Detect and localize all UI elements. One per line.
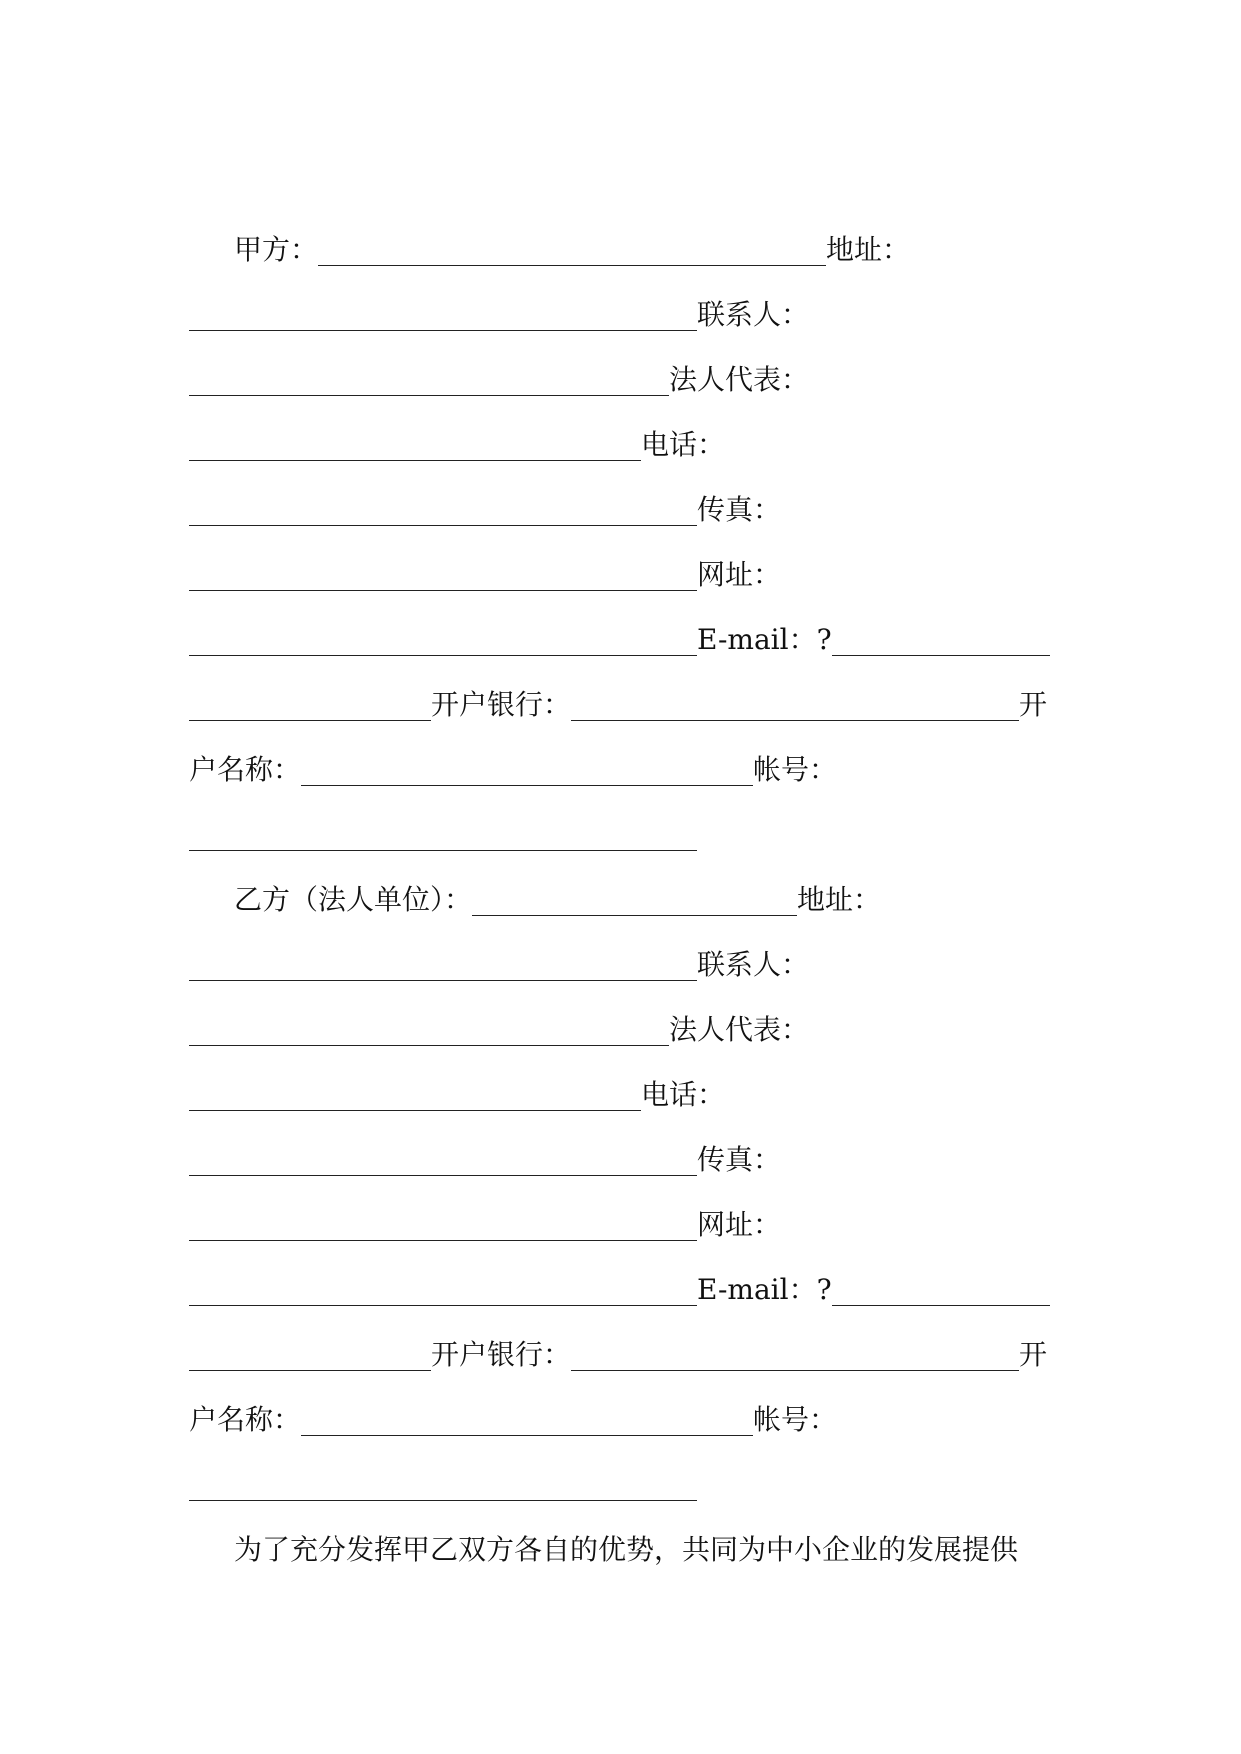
party-a-bank-label: 开户银行： — [431, 688, 572, 721]
party-a-name-label: 甲方： — [234, 233, 319, 266]
party-a-fax-label: 传真： — [697, 493, 782, 526]
party-b-address-blank — [189, 954, 697, 981]
party-a-account-name-label-part1: 开 — [1019, 688, 1048, 721]
party-b-contact-blank — [189, 1019, 669, 1046]
party-a-address-blank — [189, 304, 697, 331]
party-b-website-blank — [189, 1279, 697, 1306]
party-a-name-blank — [318, 239, 826, 266]
party-b-phone-blank — [189, 1149, 697, 1176]
party-b-bank-label: 开户银行： — [431, 1338, 572, 1371]
party-b-name-blank — [472, 889, 797, 916]
party-b-website-label: 网址： — [697, 1208, 782, 1241]
party-b-phone-row — [189, 1140, 1069, 1180]
party-b-email-blank-cont — [189, 1344, 431, 1371]
party-a-email-row — [189, 685, 1069, 725]
party-a-email-label: E-mail：? — [697, 623, 832, 656]
party-a-address-row — [189, 295, 1069, 335]
party-b-name-row — [234, 880, 1069, 920]
party-b-legal-rep-blank — [189, 1084, 641, 1111]
party-a-legal-rep-blank — [189, 434, 641, 461]
party-b-email-row — [189, 1335, 1069, 1375]
party-a-phone-blank — [189, 499, 697, 526]
party-b-legal-rep-row — [189, 1075, 1069, 1115]
party-a-account-no-row — [189, 815, 1069, 855]
party-b-account-name-row — [189, 1400, 1069, 1440]
party-a-fax-row — [189, 555, 1069, 595]
party-a-website-blank — [189, 629, 697, 656]
party-a-account-no-blank — [189, 824, 697, 851]
party-a-website-label: 网址： — [697, 558, 782, 591]
party-b-account-name-label-part2: 户名称： — [189, 1403, 302, 1436]
party-b-website-row — [189, 1270, 1069, 1310]
party-a-email-blank-cont — [189, 694, 431, 721]
party-b-name-label: 乙方（法人单位）： — [234, 883, 473, 916]
party-a-contact-row — [189, 360, 1069, 400]
party-a-contact-blank — [189, 369, 669, 396]
intro-paragraph — [234, 1530, 1069, 1570]
party-a-bank-blank — [571, 694, 1019, 721]
party-b-address-row — [189, 945, 1069, 985]
party-b-legal-rep-label: 法人代表： — [669, 1013, 810, 1046]
party-a-legal-rep-row — [189, 425, 1069, 465]
party-b-fax-row — [189, 1205, 1069, 1245]
party-a-phone-row — [189, 490, 1069, 530]
party-b-fax-blank — [189, 1214, 697, 1241]
party-a-address-label: 地址： — [826, 233, 911, 266]
party-b-email-label: E-mail：? — [697, 1273, 832, 1306]
intro-text: 为了充分发挥甲乙双方各自的优势，共同为中小企业的发展提供 — [234, 1533, 1019, 1566]
party-a-contact-label: 联系人： — [697, 298, 810, 331]
party-b-phone-label: 电话： — [641, 1078, 726, 1111]
party-b-account-name-blank — [301, 1409, 753, 1436]
party-b-address-label: 地址： — [797, 883, 882, 916]
party-b-fax-label: 传真： — [697, 1143, 782, 1176]
party-a-website-row — [189, 620, 1069, 660]
party-b-email-blank — [832, 1279, 1050, 1306]
party-a-account-name-row — [189, 750, 1069, 790]
party-a-email-blank — [832, 629, 1050, 656]
party-b-contact-row — [189, 1010, 1069, 1050]
party-b-account-name-label-part1: 开 — [1019, 1338, 1048, 1371]
party-a-account-name-blank — [301, 759, 753, 786]
party-b-account-no-row — [189, 1465, 1069, 1505]
party-a-fax-blank — [189, 564, 697, 591]
party-b-bank-blank — [571, 1344, 1019, 1371]
party-b-account-no-label: 帐号： — [753, 1403, 838, 1436]
party-a-name-row — [234, 230, 1069, 270]
party-a-legal-rep-label: 法人代表： — [669, 363, 810, 396]
party-b-contact-label: 联系人： — [697, 948, 810, 981]
party-a-account-no-label: 帐号： — [753, 753, 838, 786]
party-b-account-no-blank — [189, 1474, 697, 1501]
party-a-account-name-label-part2: 户名称： — [189, 753, 302, 786]
party-a-phone-label: 电话： — [641, 428, 726, 461]
